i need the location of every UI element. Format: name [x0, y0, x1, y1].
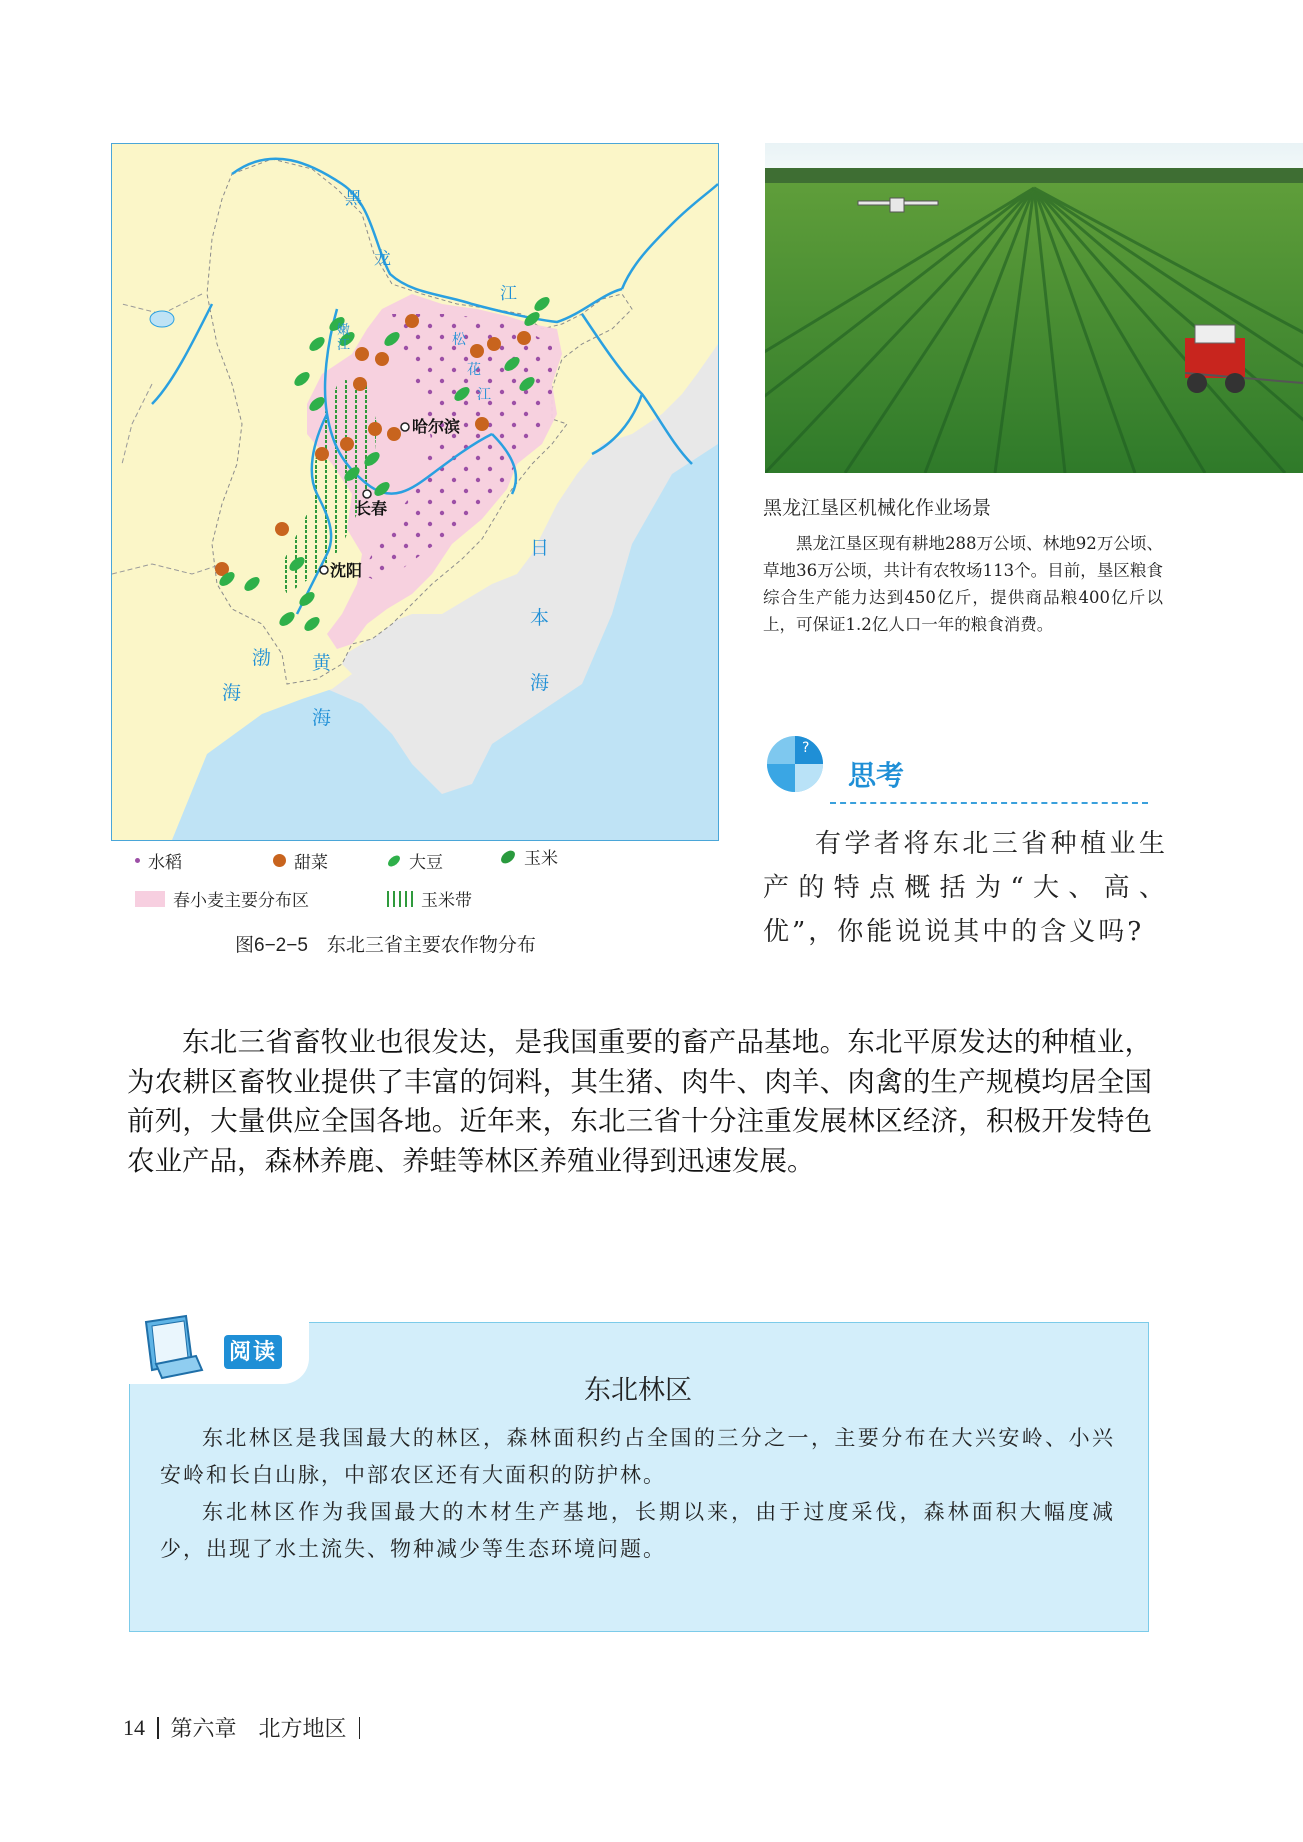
- reading-title: 东北林区: [584, 1375, 692, 1405]
- reading-content: [160, 1420, 1115, 1568]
- legend-corn-belt: 玉米带: [387, 886, 472, 911]
- crop-distribution-map: [111, 143, 719, 841]
- svg-text:黄: 黄: [312, 653, 332, 674]
- svg-text:沈阳: 沈阳: [330, 563, 363, 580]
- svg-text:江: 江: [477, 386, 491, 402]
- svg-text:海: 海: [312, 708, 332, 729]
- legend-wheat-zone: 春小麦主要分布区: [135, 886, 309, 911]
- svg-text:江: 江: [500, 284, 517, 303]
- footer-divider: [157, 1717, 159, 1739]
- svg-text:嫩: 嫩: [337, 322, 351, 337]
- footer-divider: [359, 1717, 361, 1739]
- beet-icon: [273, 854, 286, 867]
- corn-belt-swatch-icon: [387, 891, 413, 907]
- chapter-title: 第六章 北方地区: [170, 1716, 347, 1741]
- legend-soybean: 大豆: [387, 848, 443, 873]
- soybean-leaf-icon: [386, 853, 402, 868]
- svg-text:龙: 龙: [374, 249, 391, 268]
- think-icon: [765, 730, 825, 794]
- reading-paragraph-1: 东北林区是我国最大的林区，森林面积约占全国的三分之一，主要分布在大兴安岭、小兴安岭和长白山脉，中部农区还有大面积的防护林。: [160, 1426, 1115, 1487]
- think-divider: [830, 802, 1148, 804]
- farm-photo: [765, 143, 1303, 473]
- page-footer: [123, 1712, 360, 1743]
- svg-text:江: 江: [337, 337, 351, 352]
- map-caption: 图6−2−5 东北三省主要农作物分布: [235, 935, 536, 956]
- legend-corn: 玉米: [500, 844, 558, 869]
- wheat-zone-swatch-icon: [135, 891, 165, 907]
- photo-title: 黑龙江垦区机械化作业场景: [763, 498, 992, 519]
- body-paragraph: 东北三省畜牧业也很发达，是我国重要的畜产品基地。东北平原发达的种植业，为农耕区畜牧业提供了丰富的饲料，其生猪、肉牛、肉羊、肉禽的生产规模均居全国前列，大量供应全国各地。近年来，东北三省十分注重发展林区经济，积极开发特色农业产品，森林养鹿、养蛙等林区养殖业得到迅速发展。: [127, 1026, 1152, 1177]
- legend-rice: 水稻: [135, 848, 182, 873]
- reading-paragraph-2: 东北林区作为我国最大的木材生产基地，长期以来，由于过度采伐，森林面积大幅度减少，出现了水土流失、物种减少等生态环境问题。: [160, 1500, 1115, 1561]
- svg-text:长春: 长春: [355, 501, 388, 518]
- svg-text:海: 海: [222, 683, 242, 704]
- svg-text:哈尔滨: 哈尔滨: [412, 419, 461, 436]
- svg-text:松: 松: [452, 331, 466, 347]
- svg-text:黑: 黑: [345, 189, 362, 208]
- svg-text:花: 花: [467, 361, 481, 377]
- think-label: 思考: [848, 760, 905, 791]
- reading-tag: 阅读: [224, 1335, 282, 1369]
- legend-beet: 甜菜: [273, 848, 328, 873]
- svg-text:海: 海: [530, 673, 550, 694]
- svg-text:渤: 渤: [252, 648, 272, 669]
- rice-dot-icon: [135, 858, 140, 863]
- map-legend: [135, 848, 635, 918]
- svg-text:?: ?: [802, 740, 810, 756]
- think-question: 有学者将东北三省种植业生产的特点概括为“大、高、优”，你能说说其中的含义吗?: [763, 829, 1168, 947]
- photo-description: 黑龙江垦区现有耕地288万公顷、林地92万公顷、草地36万公顷，共计有农牧场113个。目前，垦区粮食综合生产能力达到450亿斤，提供商品粮400亿斤以上，可保证1.2亿人口一年的粮食消费。: [763, 534, 1163, 634]
- page-number: 14: [123, 1714, 145, 1740]
- corn-leaf-icon: [499, 848, 518, 866]
- svg-text:日: 日: [530, 538, 550, 559]
- svg-text:本: 本: [530, 608, 550, 629]
